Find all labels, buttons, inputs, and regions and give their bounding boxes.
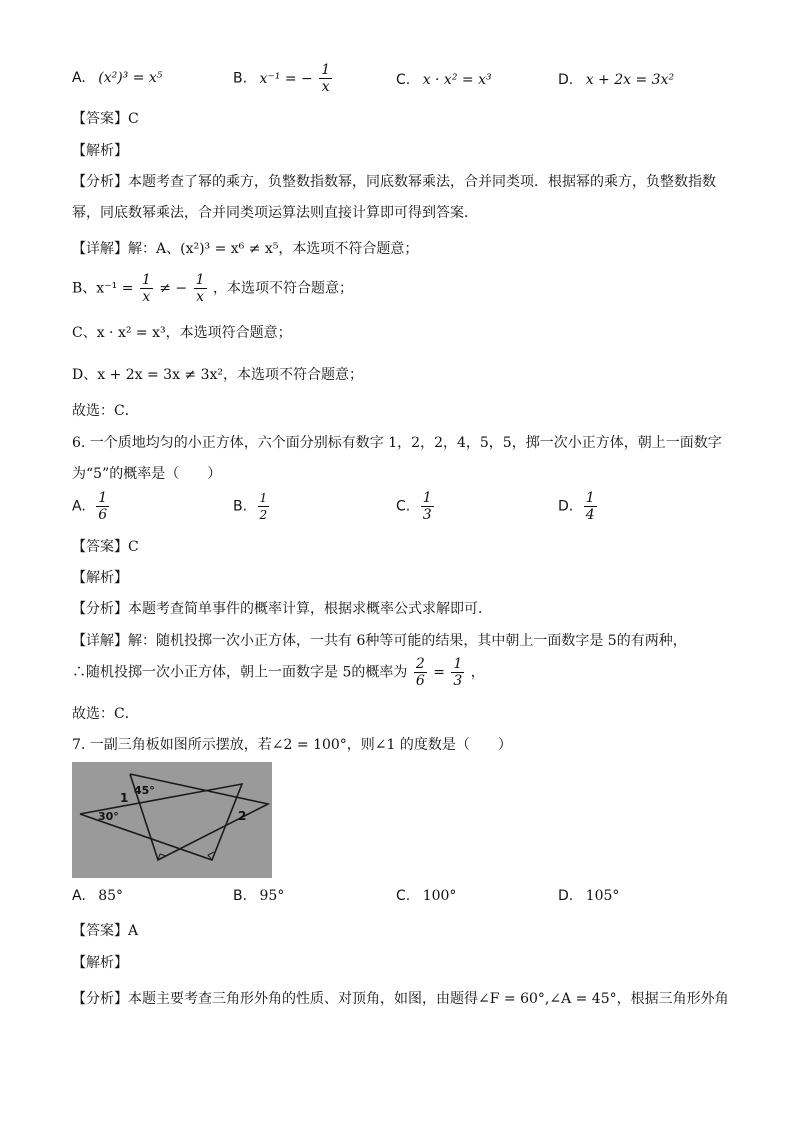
option-label: A. [72, 498, 86, 515]
q7-stem: 7. 一副三角板如图所示摆放，若∠2 = 100°，则∠1 的度数是（ ） [72, 737, 512, 753]
option-fraction [584, 490, 597, 523]
option-label: C. [396, 498, 411, 515]
fraction-numerator: 1 [321, 62, 331, 78]
q5-detail-b [72, 272, 353, 305]
option-fraction [258, 490, 270, 523]
probability-fraction-1 [414, 656, 427, 689]
probability-fraction-2 [451, 656, 464, 689]
q6-stem-line2: 为“5”的概率是（ ） [72, 466, 222, 482]
option-expression: x · x² = x³ [422, 72, 492, 88]
fraction-numerator: 1 [259, 491, 268, 505]
fraction-denominator: 3 [453, 673, 463, 689]
option-label: D. [558, 888, 574, 904]
option-label: B. [233, 498, 248, 515]
q6-option-b [233, 490, 271, 523]
option-value: 100° [422, 888, 457, 904]
q5-fenxi-line2: 幂，同底数幂乘法，合并同类项运算法则直接计算即可得到答案． [72, 205, 478, 221]
angle-2-label: 2 [238, 809, 247, 823]
q5-option-c [396, 72, 492, 88]
triangle-figure [72, 762, 272, 878]
q7-option-b [233, 888, 284, 904]
fraction-denominator: 4 [585, 507, 595, 523]
option-label: C. [396, 72, 411, 88]
option-fraction [319, 62, 332, 95]
q5-answer: 【答案】C [72, 111, 139, 127]
q7-fenxi: 【分析】本题主要考查三角形外角的性质、对顶角，如图，由题得∠F = 60°,∠A = 45°，根据三角形外角 [72, 991, 729, 1007]
detail-b-fraction-2 [194, 272, 207, 305]
fraction-denominator: x [142, 289, 151, 305]
q5-option-b [233, 62, 334, 95]
fraction-numerator: 1 [422, 490, 432, 506]
option-expression: (x²)³ = x⁵ [98, 70, 163, 86]
q6-analysis-title: 【解析】 [72, 570, 128, 586]
detail-b-suffix: ，本选项不符合题意； [212, 280, 353, 297]
fraction-denominator: x [196, 289, 204, 305]
fraction-denominator: x [321, 79, 330, 95]
option-fraction [421, 490, 434, 523]
q7-option-a [72, 888, 123, 904]
option-label: B. [233, 70, 248, 87]
option-value: 85° [98, 888, 124, 904]
option-value: 105° [585, 888, 620, 904]
q6-answer: 【答案】C [72, 539, 139, 555]
q7-option-c [396, 888, 456, 904]
angle-30-label: 30° [98, 810, 119, 823]
fraction-numerator: 1 [585, 490, 595, 506]
q5-detail-d: D、x + 2x = 3x ≠ 3x²，本选项不符合题意； [72, 367, 364, 383]
q5-choose: 故选：C． [72, 403, 139, 419]
q6-option-a [72, 490, 111, 523]
detail-b-fraction-1 [140, 272, 153, 305]
q7-analysis-title: 【解析】 [72, 955, 128, 971]
angle-1-label: 1 [120, 791, 129, 805]
q6-fenxi: 【分析】本题考查简单事件的概率计算，根据求概率公式求解即可． [72, 601, 492, 617]
q5-detail-a: 【详解】解：A、(x²)³ = x⁶ ≠ x⁵，本选项不符合题意； [72, 241, 419, 257]
q6-option-c [396, 490, 436, 523]
fraction-numerator: 1 [453, 656, 463, 672]
fraction-denominator: 6 [415, 673, 425, 689]
q6-detail-line1: 【详解】解：随机投掷一次小正方体，一共有 6种等可能的结果，其中朝上一面数字是 5的有两种， [72, 633, 687, 649]
equals-sign: = [433, 664, 445, 681]
q7-answer: 【答案】A [72, 923, 139, 939]
fraction-numerator: 1 [141, 272, 151, 288]
option-expression: x⁻¹ = − [259, 70, 313, 87]
q5-option-d [558, 72, 674, 88]
detail-b-middle: ≠ − [159, 280, 188, 297]
q7-option-d [558, 888, 619, 904]
q5-option-a [72, 70, 162, 86]
detail-line2-prefix: ∴随机投掷一次小正方体，朝上一面数字是 5的概率为 [72, 664, 408, 681]
option-label: C. [396, 888, 411, 904]
q5-analysis-title: 【解析】 [72, 143, 128, 159]
fraction-numerator: 2 [415, 656, 425, 672]
q6-choose: 故选：C． [72, 706, 139, 722]
fraction-denominator: 6 [98, 507, 108, 523]
q5-detail-c: C、x · x² = x³，本选项符合题意； [72, 325, 292, 341]
option-label: B. [233, 888, 248, 904]
angle-45-label: 45° [134, 784, 155, 797]
fraction-numerator: 1 [98, 490, 108, 506]
detail-b-prefix: B、x⁻¹ = [72, 280, 134, 297]
detail-line2-suffix: ， [470, 664, 485, 681]
option-label: D. [558, 72, 574, 88]
q6-option-d [558, 490, 599, 523]
fraction-denominator: 2 [259, 508, 268, 522]
option-fraction [96, 490, 109, 523]
fraction-numerator: 1 [195, 272, 205, 288]
q6-stem-line1: 6. 一个质地均匀的小正方体，六个面分别标有数字 1，2，2，4，5，5，掷一次小正方体，朝上一面数字 [72, 435, 722, 451]
q6-detail-line2 [72, 656, 485, 689]
option-label: D. [558, 498, 574, 515]
triangle-figure-svg [72, 762, 272, 878]
option-label: A. [72, 70, 86, 86]
option-label: A. [72, 888, 86, 904]
option-expression: x + 2x = 3x² [585, 72, 675, 88]
fraction-denominator: 3 [422, 507, 432, 523]
option-value: 95° [259, 888, 285, 904]
q5-fenxi-line1: 【分析】本题考查了幂的乘方，负整数指数幂，同底数幂乘法，合并同类项．根据幂的乘方，负整数指数 [72, 174, 716, 190]
